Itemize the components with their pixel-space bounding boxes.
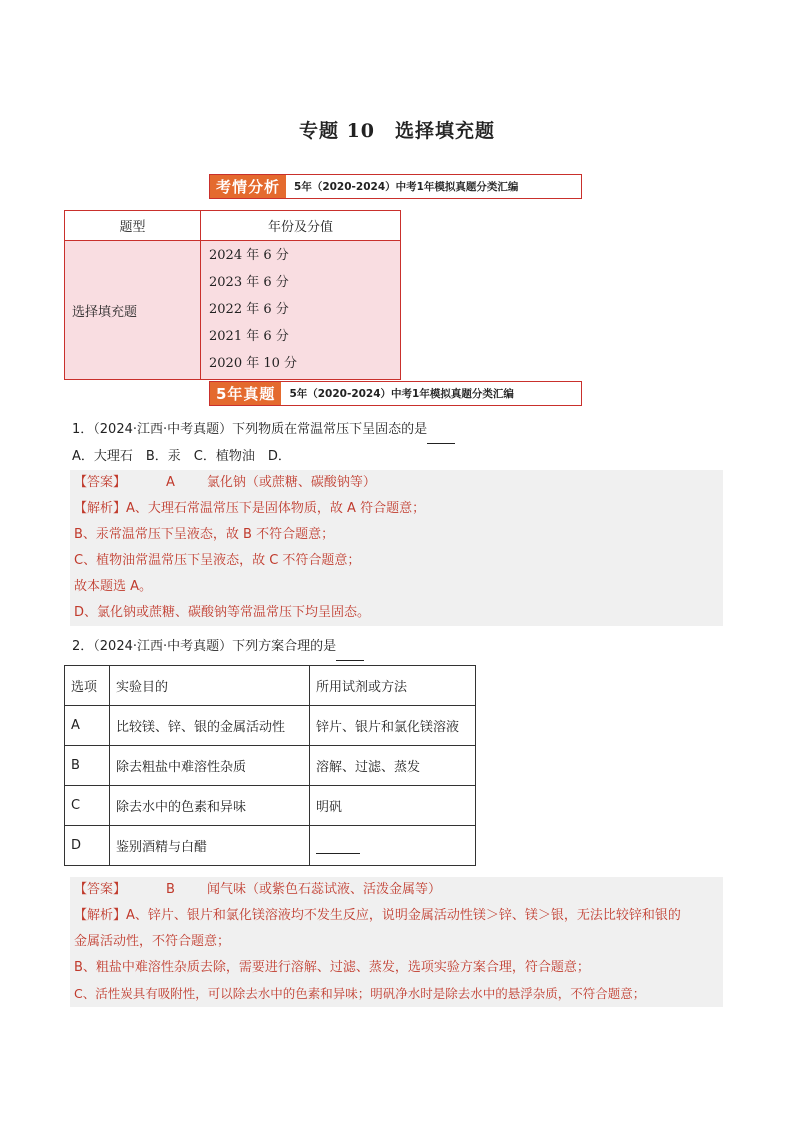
answer-line: 【答案】 A 氯化钠（或蔗糖、碳酸钠等） [74,475,376,490]
analysis-line: B、粗盐中难溶性杂质去除，需要进行溶解、过滤、蒸发，选项实验方案合理，符合题意； [74,960,590,975]
year-score: 2024 年 6 分 [209,248,289,263]
year-score: 2023 年 6 分 [209,275,289,290]
question-1-options: A．大理石 B．汞 C．植物油 D． [72,444,335,471]
analysis-line: 金属活动性，不符合题意； [74,934,231,949]
analysis-line: C、活性炭具有吸附性，可以除去水中的色素和异味；明矾净水时是除去水中的悬浮杂质，不符合题意； [74,986,646,1001]
analysis-line: 故本题选 A。 [74,579,153,594]
table-cell: C [65,786,110,826]
answer-blank [316,838,360,854]
score-table [64,210,401,380]
question-type-cell: 选择填充题 [65,241,201,380]
year-score: 2022 年 6 分 [209,302,289,317]
table-row [65,746,476,786]
answer-blank [291,444,335,471]
table-row [65,666,476,706]
analysis-line: 【解析】A、锌片、银片和氯化镁溶液均不发生反应，说明金属活动性镁＞锌、镁＞银，无法比较锌和银的 [74,908,681,923]
banner-caption: 5年（2020-2024）中考1年模拟真题分类汇编 [294,181,519,193]
year-score: 2021 年 6 分 [209,329,289,344]
table-row [65,786,476,826]
table-cell: 除去粗盐中难溶性杂质 [110,746,310,786]
table-cell: B [65,746,110,786]
table-cell: 鉴别酒精与白醋 [110,826,310,866]
question-2-stem: 2．（2024·江西·中考真题）下列方案合理的是 [72,634,364,661]
table-cell: 比较镁、锌、银的金属活动性 [110,706,310,746]
answer-line: 【答案】 B 闻气味（或紫色石蕊试液、活泼金属等） [74,882,441,897]
table-header: 题型 [65,211,201,241]
analysis-line: D、氯化钠或蔗糖、碳酸钠等常温常压下均呈固态。 [74,605,371,620]
table-header: 年份及分值 [201,211,401,241]
table-cell: 溶解、过滤、蒸发 [310,746,476,786]
table-cell: 明矾 [310,786,476,826]
answer-blank [336,634,364,661]
question-1-solution [70,470,723,626]
banner-caption: 5年（2020-2024）中考1年模拟真题分类汇编 [289,388,514,400]
table-row [65,706,476,746]
table-header: 所用试剂或方法 [310,666,476,706]
table-cell [310,826,476,866]
question-2-solution [70,877,723,1007]
section-banner-analysis [209,174,582,199]
table-cell: A [65,706,110,746]
banner-tag: 5年真题 [210,382,281,405]
table-row [65,826,476,866]
banner-tag: 考情分析 [210,175,286,198]
answer-blank [427,417,455,444]
section-banner-exams [209,381,582,406]
table-header: 选项 [65,666,110,706]
page-title: 专题 10 选择填充题 [298,120,496,142]
analysis-line: 【解析】A、大理石常温常压下是固体物质，故 A 符合题意； [74,501,426,516]
table-cell: 锌片、银片和氯化镁溶液 [310,706,476,746]
year-score: 2020 年 10 分 [209,356,298,371]
table-cell: 除去水中的色素和异味 [110,786,310,826]
table-cell: D [65,826,110,866]
table-header: 实验目的 [110,666,310,706]
analysis-line: C、植物油常温常压下呈液态，故 C 不符合题意； [74,553,361,568]
options-table [64,665,476,866]
analysis-line: B、汞常温常压下呈液态，故 B 不符合题意； [74,527,335,542]
question-1-stem: 1．（2024·江西·中考真题）下列物质在常温常压下呈固态的是 [72,417,455,444]
